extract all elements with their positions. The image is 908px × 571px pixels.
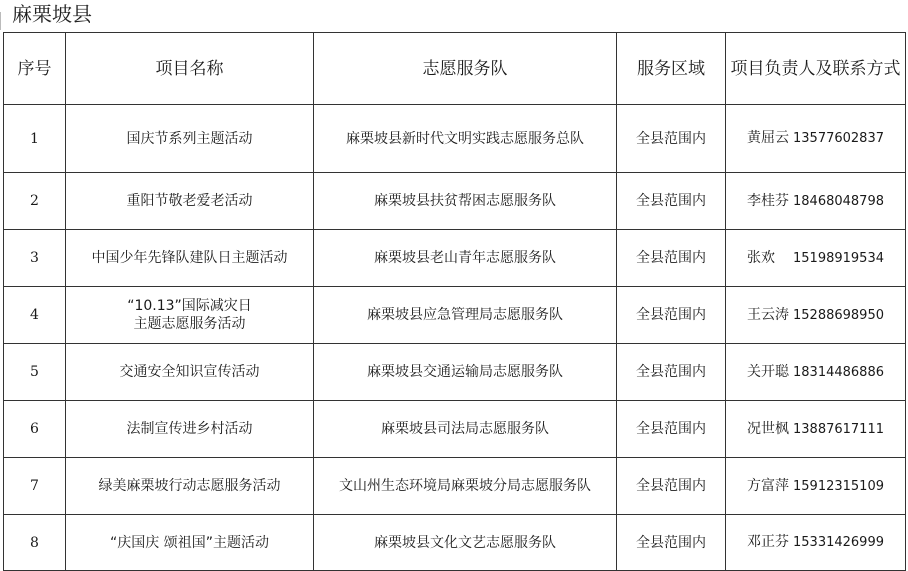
row-service-area: 全县范围内 (617, 173, 726, 230)
table-row (4, 287, 906, 344)
header-project-name: 项目名称 (66, 33, 314, 105)
row-project-name: 国庆节系列主题活动 (66, 105, 314, 173)
table-header-row (4, 33, 906, 105)
row-index: 4 (4, 287, 66, 344)
contact-phone: 15198919534 (793, 250, 884, 266)
row-service-area: 全县范围内 (617, 458, 726, 515)
contact-name: 方富萍 (747, 477, 789, 494)
row-project-name: “庆国庆 颂祖国”主题活动 (66, 515, 314, 571)
row-volunteer-team: 麻栗坡县新时代文明实践志愿服务总队 (314, 105, 617, 173)
row-volunteer-team: 麻栗坡县老山青年志愿服务队 (314, 230, 617, 287)
table-row (4, 344, 906, 401)
row-service-area: 全县范围内 (617, 287, 726, 344)
contact-phone: 15912315109 (793, 478, 884, 494)
project-name-line-1: “10.13”国际减灾日 (127, 298, 252, 314)
header-volunteer-team: 志愿服务队 (314, 33, 617, 105)
contact-phone: 15331426999 (793, 535, 884, 550)
contact-phone: 13887617111 (793, 421, 884, 437)
contact-name: 黄屈云 (747, 130, 789, 146)
contact-phone: 18468048798 (793, 193, 884, 209)
row-volunteer-team: 麻栗坡县应急管理局志愿服务队 (314, 287, 617, 344)
row-index: 1 (4, 105, 66, 173)
contact-name: 况世枫 (747, 420, 789, 437)
table-row (4, 458, 906, 515)
row-contact (726, 173, 906, 230)
table-row (4, 230, 906, 287)
row-contact (726, 458, 906, 515)
row-project-name: 绿美麻栗坡行动志愿服务活动 (66, 458, 314, 515)
row-volunteer-team: 麻栗坡县文化文艺志愿服务队 (314, 515, 617, 571)
page-corner-mark (0, 12, 1, 30)
table-row (4, 105, 906, 173)
header-contact: 项目负责人及联系方式 (726, 33, 906, 105)
row-contact (726, 401, 906, 458)
row-volunteer-team: 麻栗坡县扶贫帮困志愿服务队 (314, 173, 617, 230)
contact-name: 张欢 (747, 249, 775, 266)
row-service-area: 全县范围内 (617, 515, 726, 571)
contact-name: 关开聪 (747, 363, 789, 380)
row-service-area: 全县范围内 (617, 401, 726, 458)
table-row (4, 401, 906, 458)
row-project-name: 中国少年先锋队建队日主题活动 (66, 230, 314, 287)
row-service-area: 全县范围内 (617, 230, 726, 287)
contact-name: 邓正芬 (747, 534, 789, 550)
page-title: 麻栗坡县 (12, 2, 92, 26)
table-row (4, 515, 906, 571)
row-index: 2 (4, 173, 66, 230)
table-row (4, 173, 906, 230)
row-contact (726, 230, 906, 287)
header-index: 序号 (4, 33, 66, 105)
volunteer-project-table (3, 32, 906, 571)
row-contact (726, 105, 906, 173)
contact-phone: 15288698950 (793, 307, 884, 323)
row-index: 6 (4, 401, 66, 458)
row-project-name (66, 287, 314, 344)
row-volunteer-team: 文山州生态环境局麻栗坡分局志愿服务队 (314, 458, 617, 515)
row-contact (726, 287, 906, 344)
contact-name: 李桂芬 (747, 192, 789, 209)
row-index: 8 (4, 515, 66, 571)
row-service-area: 全县范围内 (617, 344, 726, 401)
row-contact (726, 515, 906, 571)
project-name-line-2: 主题志愿服务活动 (133, 316, 246, 332)
row-index: 7 (4, 458, 66, 515)
row-project-name: 交通安全知识宣传活动 (66, 344, 314, 401)
row-project-name: 重阳节敬老爱老活动 (66, 173, 314, 230)
contact-name: 王云涛 (747, 306, 789, 323)
contact-phone: 13577602837 (793, 131, 884, 146)
row-volunteer-team: 麻栗坡县司法局志愿服务队 (314, 401, 617, 458)
row-service-area: 全县范围内 (617, 105, 726, 173)
row-project-name: 法制宣传进乡村活动 (66, 401, 314, 458)
row-index: 3 (4, 230, 66, 287)
contact-phone: 18314486886 (793, 364, 884, 380)
row-index: 5 (4, 344, 66, 401)
row-contact (726, 344, 906, 401)
row-volunteer-team: 麻栗坡县交通运输局志愿服务队 (314, 344, 617, 401)
header-service-area: 服务区域 (617, 33, 726, 105)
